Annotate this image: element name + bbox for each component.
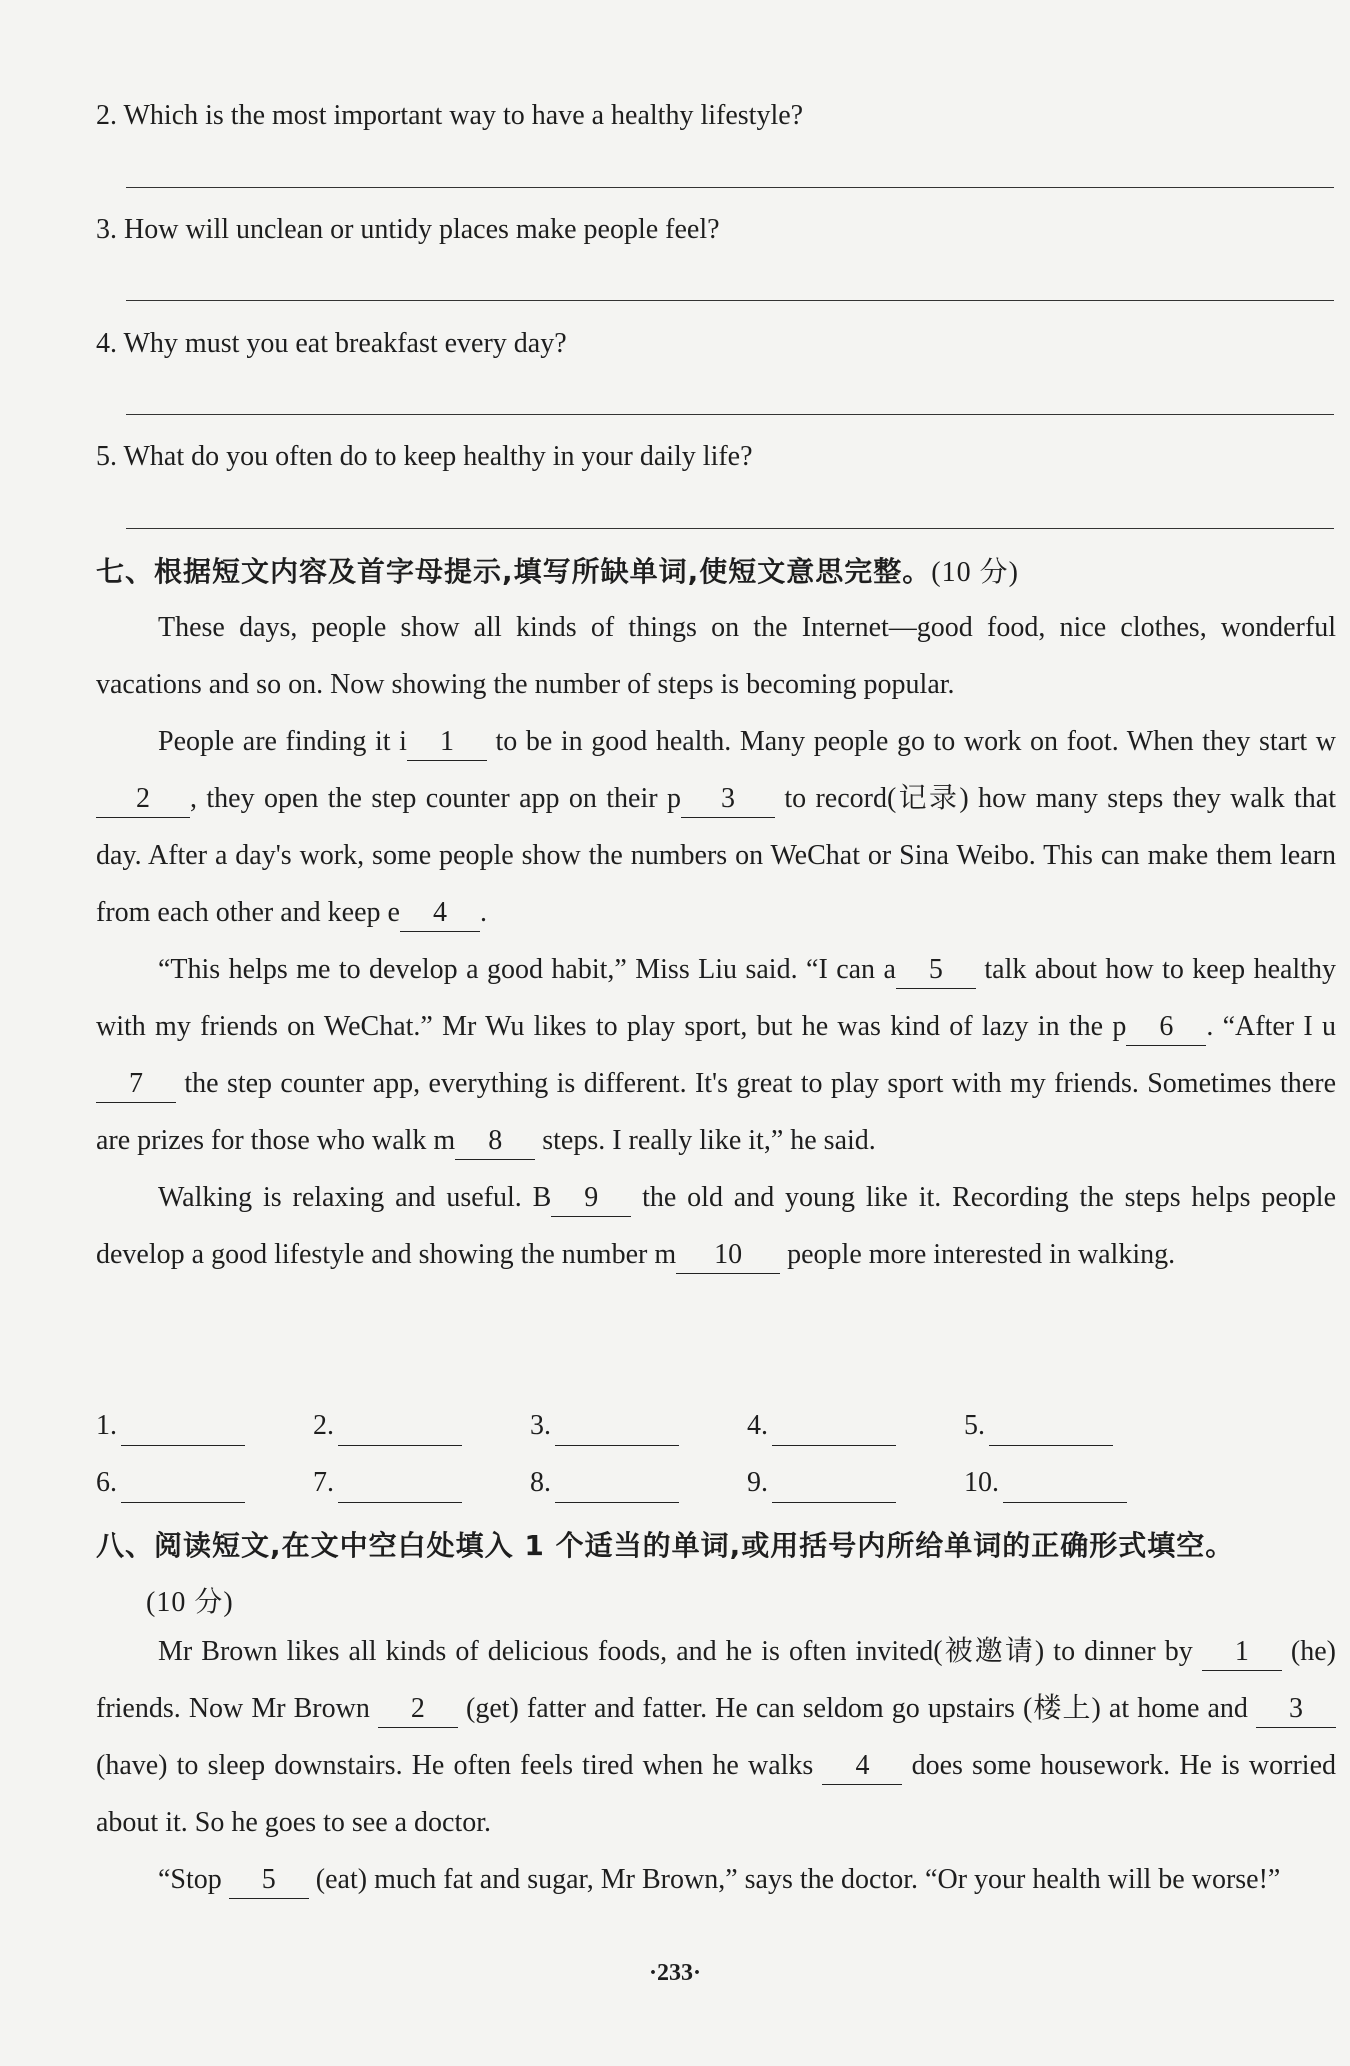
passage-text: Mr Brown likes all kinds of delicious foods, and he is often invited(被邀请) to dinner by: [158, 1636, 1202, 1667]
answer-number: 9.: [747, 1467, 768, 1498]
section-8-passage: [96, 1623, 1336, 1908]
passage-text: “This helps me to develop a good habit,” Miss Liu said. “I can a: [158, 954, 896, 985]
answer-line-3[interactable]: [126, 300, 1334, 301]
section-7-paragraph-1: These days, people show all kinds of things on the Internet—good food, nice clothes, wonderful vacations and so on. Now showing the number of steps is becoming popular.: [96, 612, 1336, 700]
answer-number: 5.: [964, 1410, 985, 1441]
answer-number: 1.: [96, 1410, 117, 1441]
answer-number: 8.: [530, 1467, 551, 1498]
section-7-passage: [96, 599, 1336, 1283]
page-number: ·233·: [648, 1960, 701, 1986]
answer-slot-8[interactable]: [530, 1463, 679, 1503]
section-7-paragraph-4: [96, 1169, 1336, 1283]
answer-underline[interactable]: [555, 1415, 679, 1446]
passage-text: Walking is relaxing and useful. B: [158, 1182, 552, 1213]
answer-slot-6[interactable]: [96, 1463, 245, 1503]
blank-2[interactable]: 2: [96, 781, 190, 818]
answer-underline[interactable]: [121, 1472, 245, 1503]
answer-slot-5[interactable]: [964, 1406, 1113, 1446]
passage-text: (get) fatter and fatter. He can seldom go upstairs (楼上) at home and: [457, 1693, 1256, 1724]
passage-text: (eat) much fat and sugar, Mr Brown,” says the doctor. “Or your health will be worse!”: [308, 1864, 1281, 1895]
answer-line-5[interactable]: [126, 528, 1334, 529]
answer-slot-1[interactable]: [96, 1406, 245, 1446]
question-5: 5. What do you often do to keep healthy in your daily life?: [96, 441, 753, 472]
blank-9[interactable]: 9: [551, 1180, 631, 1217]
passage-text: . “After I u: [1206, 1011, 1336, 1042]
answer-line-2[interactable]: [126, 187, 1334, 188]
section-7-heading: [96, 552, 1019, 593]
blank-2[interactable]: 2: [378, 1691, 458, 1728]
section-8-title: 八、阅读短文,在文中空白处填入 1 个适当的单词,或用括号内所给单词的正确形式填空。: [96, 1529, 1235, 1562]
blank-1[interactable]: 1: [1202, 1634, 1282, 1671]
blank-5[interactable]: 5: [896, 952, 976, 989]
answer-underline[interactable]: [121, 1415, 245, 1446]
blank-5[interactable]: 5: [229, 1862, 309, 1899]
blank-10[interactable]: 10: [676, 1237, 780, 1274]
passage-text: steps. I really like it,” he said.: [535, 1125, 876, 1156]
answer-underline[interactable]: [338, 1415, 462, 1446]
answer-underline[interactable]: [772, 1415, 896, 1446]
blank-4[interactable]: 4: [400, 895, 480, 932]
answer-number: 4.: [747, 1410, 768, 1441]
passage-text: the old and young like it. Recording the steps helps people develop a good lifestyle and showing the number m: [96, 1182, 1336, 1270]
section-8-paragraph-2: [96, 1851, 1336, 1908]
answer-slot-4[interactable]: [747, 1406, 896, 1446]
answer-slot-7[interactable]: [313, 1463, 462, 1503]
passage-text: does some housework. He is worried about it. So he goes to see a doctor.: [96, 1750, 1336, 1838]
answer-number: 3.: [530, 1410, 551, 1441]
answer-slot-9[interactable]: [747, 1463, 896, 1503]
section-8-heading: [96, 1518, 1336, 1631]
answer-number: 6.: [96, 1467, 117, 1498]
passage-text: the step counter app, everything is different. It's great to play sport with my friends. Sometimes there are prizes for those who walk m: [96, 1068, 1336, 1156]
blank-7[interactable]: 7: [96, 1066, 176, 1103]
blank-4[interactable]: 4: [822, 1748, 902, 1785]
section-8-score: (10 分): [146, 1587, 234, 1618]
answer-row-2: [96, 1463, 1336, 1503]
passage-text: (he) friends. Now Mr Brown: [96, 1636, 1336, 1724]
answer-slot-2[interactable]: [313, 1406, 462, 1446]
section-7-title: 七、根据短文内容及首字母提示,填写所缺单词,使短文意思完整。: [96, 555, 932, 588]
passage-text: .: [479, 897, 487, 928]
question-4: 4. Why must you eat breakfast every day?: [96, 328, 567, 359]
answer-underline[interactable]: [772, 1472, 896, 1503]
passage-text: “Stop: [158, 1864, 229, 1895]
passage-text: , they open the step counter app on their p: [190, 783, 681, 814]
blank-8[interactable]: 8: [455, 1123, 535, 1160]
answer-number: 7.: [313, 1467, 334, 1498]
blank-1[interactable]: 1: [407, 724, 487, 761]
blank-3[interactable]: 3: [1256, 1691, 1336, 1728]
blank-3[interactable]: 3: [681, 781, 775, 818]
passage-text: to be in good health. Many people go to work on foot. When they start w: [486, 726, 1336, 757]
answer-slot-3[interactable]: [530, 1406, 679, 1446]
passage-text: talk about how to keep healthy with my friends on WeChat.” Mr Wu likes to play sport, but he was kind of lazy in the p: [96, 954, 1336, 1042]
answer-underline[interactable]: [338, 1472, 462, 1503]
passage-text: (have) to sleep downstairs. He often feels tired when he walks: [96, 1750, 823, 1781]
question-2: 2. Which is the most important way to have a healthy lifestyle?: [96, 100, 804, 131]
section-7-paragraph-2: [96, 713, 1336, 941]
answer-line-4[interactable]: [126, 414, 1334, 415]
answer-slot-10[interactable]: [964, 1463, 1127, 1503]
answer-underline[interactable]: [1003, 1472, 1127, 1503]
answer-number: 10.: [964, 1467, 999, 1498]
answer-underline[interactable]: [555, 1472, 679, 1503]
passage-text: people more interested in walking.: [780, 1239, 1176, 1270]
section-7-paragraph-3: [96, 941, 1336, 1169]
section-7-score: (10 分): [931, 557, 1019, 588]
question-3: 3. How will unclean or untidy places make people feel?: [96, 214, 720, 245]
answer-number: 2.: [313, 1410, 334, 1441]
blank-6[interactable]: 6: [1126, 1009, 1206, 1046]
passage-text: People are finding it i: [158, 726, 407, 757]
section-8-paragraph-1: [96, 1623, 1336, 1851]
answer-row-1: [96, 1406, 1336, 1446]
passage-text: to record(记录) how many steps they walk that day. After a day's work, some people show the numbers on WeChat or Sina Weibo. This can make them learn from each other and keep e: [96, 783, 1336, 928]
answer-underline[interactable]: [989, 1415, 1113, 1446]
